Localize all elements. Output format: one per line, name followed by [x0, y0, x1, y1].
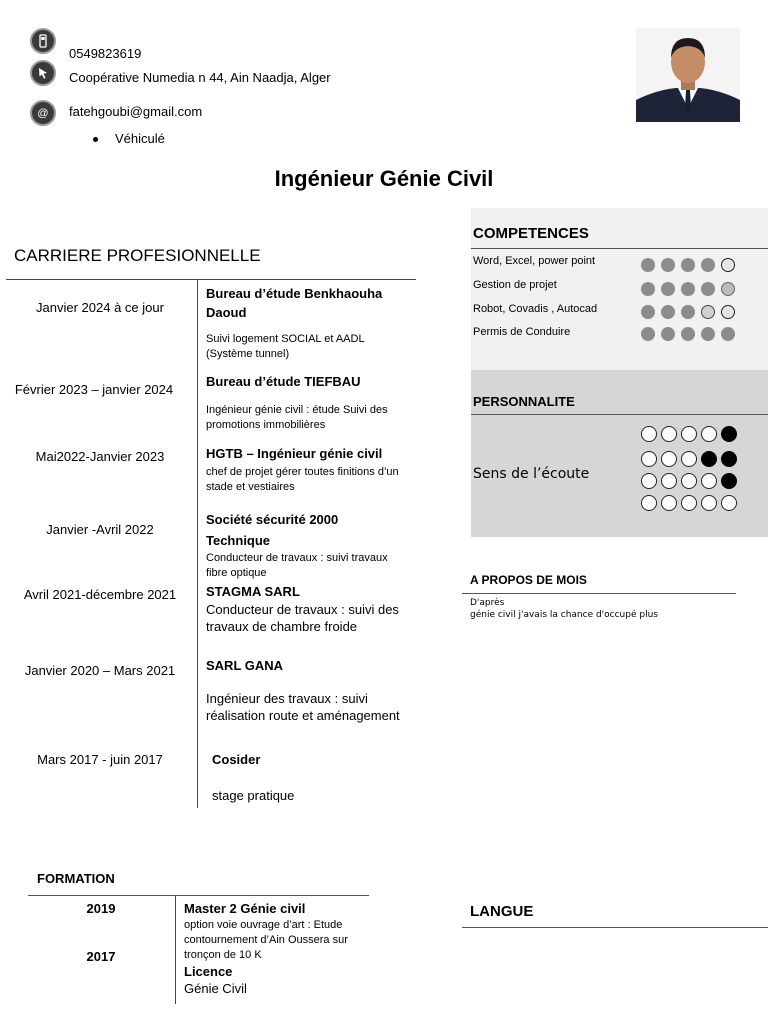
skill-rating: [641, 327, 741, 346]
career-heading: CARRIERE PROFESIONNELLE: [14, 246, 261, 265]
career-desc: Suivi logement SOCIAL et AADL (Système tunnel): [206, 333, 365, 360]
formation-heading: FORMATION: [37, 871, 115, 886]
bullet-icon: [93, 137, 98, 142]
career-date: Janvier 2024 à ce jour: [36, 300, 164, 315]
competences-heading: COMPETENCES: [473, 225, 589, 242]
skill-rating: [641, 282, 741, 301]
phone-icon: [30, 28, 56, 54]
career-desc: stage pratique: [212, 788, 295, 803]
career-date: Février 2023 – janvier 2024: [14, 382, 174, 397]
email: fatehgoubi@gmail.com: [69, 104, 203, 119]
langue-heading: LANGUE: [470, 903, 534, 920]
formation-desc: Génie Civil: [184, 981, 247, 996]
career-title: Cosider: [212, 752, 261, 767]
career-desc: Ingénieur génie civil : étude Suivi des promotions immobilières: [206, 404, 388, 431]
at-icon: [30, 100, 56, 126]
career-title: Société sécurité 2000 Technique: [206, 512, 339, 548]
personnalite-divider: [471, 414, 768, 415]
skill-label: Word, Excel, power point: [473, 255, 596, 267]
formation-title: Licence: [184, 964, 233, 979]
career-desc: Conducteur de travaux : suivi des travaux de chambre froide: [206, 602, 399, 634]
address: Coopérative Numedia n 44, Ain Naadja, Alger: [69, 70, 331, 85]
career-date: Mars 2017 - juin 2017: [37, 752, 163, 767]
personnalite-heading: PERSONNALITE: [473, 394, 575, 409]
page-title: Ingénieur Génie Civil: [274, 166, 494, 191]
apropos-heading: A PROPOS DE MOIS: [470, 573, 587, 587]
career-date: Janvier -Avril 2022: [46, 522, 154, 537]
career-date: Mai2022-Janvier 2023: [35, 449, 165, 464]
career-timeline-line: [197, 280, 198, 808]
svg-text:@: @: [37, 107, 49, 120]
career-desc: chef de projet gérer toutes finitions d’un stade et vestiaires: [206, 466, 399, 493]
formation-year: 2017: [86, 949, 116, 964]
formation-desc: option voie ouvrage d’art : Etude contournement d’Ain Oussera sur tronçon de 10 K: [184, 919, 348, 961]
skill-label: Permis de Conduire: [473, 326, 571, 338]
phone-number: 0549823619: [69, 46, 142, 61]
career-title: HGTB – Ingénieur génie civil: [206, 446, 383, 461]
skill-rating: [641, 258, 741, 277]
formation-year: 2019: [86, 901, 116, 916]
apropos-line2: génie civil j'avais la chance d'occupé plus: [470, 610, 658, 620]
apropos-line1: D'après: [470, 598, 505, 608]
career-desc: Ingénieur des travaux : suivi réalisation route et aménagement: [206, 691, 400, 723]
competences-divider: [471, 248, 768, 249]
skill-rating: [641, 305, 741, 324]
portrait-photo: [636, 28, 740, 122]
formation-title: Master 2 Génie civil: [184, 901, 306, 916]
vehicle-info: Véhiculé: [115, 131, 165, 146]
skill-label: Robot, Covadis , Autocad: [473, 303, 598, 315]
career-title: STAGMA SARL: [206, 584, 300, 599]
langue-divider: [462, 927, 768, 928]
personnalite-rating-3: [641, 473, 743, 494]
formation-timeline-line: [175, 896, 176, 1004]
career-title: Bureau d’étude TIEFBAU: [206, 374, 361, 389]
career-title: SARL GANA: [206, 658, 284, 673]
personnalite-label: Sens de l’écoute: [473, 466, 590, 482]
career-divider: [6, 279, 416, 280]
career-date: Janvier 2020 – Mars 2021: [24, 663, 176, 678]
personnalite-rating-2: [641, 451, 743, 472]
personnalite-rating-1: [641, 426, 743, 447]
career-desc: Conducteur de travaux : suivi travaux fibre optique: [206, 552, 388, 579]
career-date: Avril 2021-décembre 2021: [23, 587, 177, 602]
skill-label: Gestion de projet: [473, 279, 557, 291]
cursor-icon: [30, 60, 56, 86]
formation-divider: [28, 895, 369, 896]
career-title: Bureau d’étude Benkhaouha Daoud: [206, 286, 383, 320]
apropos-divider: [462, 593, 736, 594]
personnalite-rating-4: [641, 495, 743, 516]
